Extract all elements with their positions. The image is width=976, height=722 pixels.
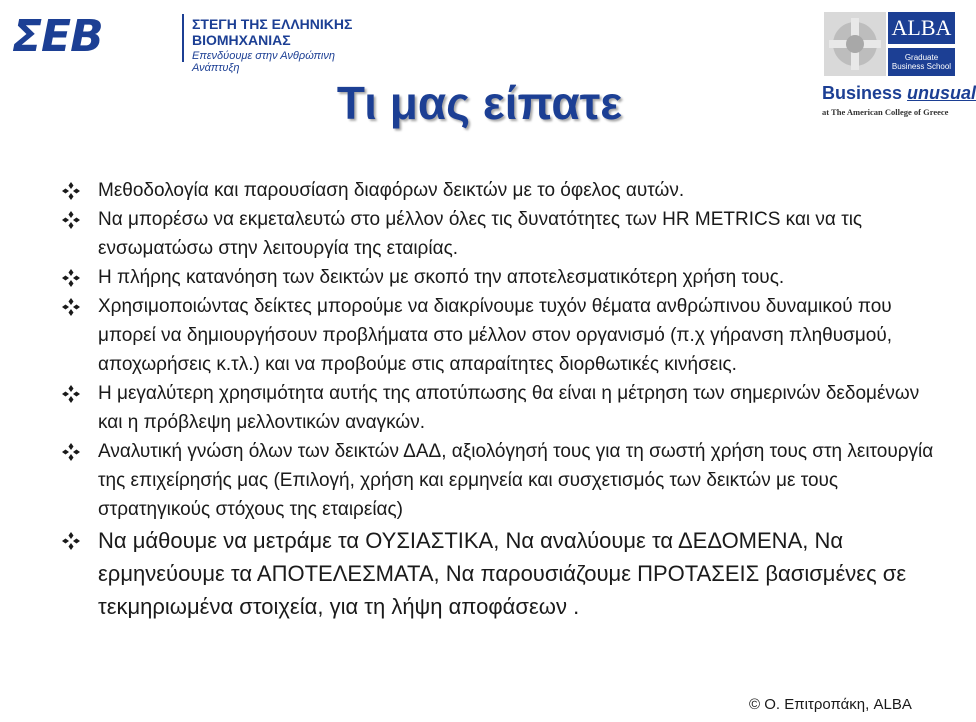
diamond-bullet-icon — [62, 211, 80, 229]
bullet-text: Η πλήρης κατανόηση των δεικτών με σκοπό την αποτελεσματικότερη χρήση τους. — [98, 267, 785, 288]
bullet-item — [62, 205, 942, 263]
bullet-item — [62, 379, 942, 437]
bullet-text: Χρησιμοποιώντας δείκτες μπορούμε να διακρίνουμε τυχόν θέματα ανθρώπινου δυναμικού που μπορεί να δημιουργήσουν προβλήματα στο μέλλον στον οργανισμό (π.χ γήρανση πληθυσμού, αποχωρήσεις κ.τλ.) και να προβούμε στις απαραίτητες διορθωτικές κινήσεις. — [98, 296, 893, 375]
bullet-item — [62, 263, 942, 292]
footer-copyright: © Ο. Επιτροπάκη, ALBA — [749, 696, 912, 713]
bullet-item — [62, 437, 942, 524]
bullet-text: Μεθοδολογία και παρουσίαση διαφόρων δεικτών με το όφελος αυτών. — [98, 180, 685, 201]
sev-logo-mark: ΣΕΒ — [12, 11, 103, 62]
sev-logo-line2: ΒΙΟΜΗΧΑΝΙΑΣ — [192, 32, 291, 48]
diamond-bullet-icon — [62, 532, 80, 550]
diamond-bullet-icon — [62, 385, 80, 403]
alba-crest-icon — [824, 12, 886, 76]
bullet-text: Να μάθουμε να μετράμε τα ΟΥΣΙΑΣΤΙΚΑ, Να αναλύουμε τα ΔΕΔΟΜΕΝΑ, Να ερμηνεύουμε τα ΑΠΟΤΕΛΕΣΜΑΤΑ, Να παρουσιάζουμε ΠΡΟΤΑΣΕΙΣ βασισμένες σε τεκμηριωμένα στοιχεία, για τη λήψη αποφάσεων . — [98, 528, 907, 619]
alba-name: ALBA — [888, 12, 955, 44]
bullet-text: Η μεγαλύτερη χρησιμότητα αυτής της αποτύπωσης θα είναι η μέτρηση των σημερινών δεδομένων και η πρόβλεψη μελλοντικών αναγκών. — [98, 383, 920, 433]
diamond-bullet-icon — [62, 443, 80, 461]
sev-logo-divider — [182, 14, 184, 62]
bullet-item — [62, 176, 942, 205]
sev-logo — [6, 8, 356, 74]
alba-slogan-emph: unusual — [907, 83, 976, 103]
bullet-list — [62, 176, 942, 623]
bullet-item — [62, 292, 942, 379]
bullet-text: Αναλυτική γνώση όλων των δεικτών ΔΑΔ, αξιολόγησή τους για τη σωστή χρήση τους στη λειτουργία της επιχείρησής μας (Επιλογή, χρήση και ερμηνεία και συσχετισμός των δεικτών με τους στρατηγικούς στόχους της εταιρείας) — [98, 441, 934, 520]
alba-school-line2: Business School — [891, 62, 952, 71]
alba-slogan-prefix: Business — [822, 83, 908, 103]
alba-school-line1: Graduate — [904, 53, 939, 62]
bullet-text: Να μπορέσω να εκμεταλευτώ στο μέλλον όλες τις δυνατότητες των HR METRICS και να τις ενσωματώσω στην λειτουργία της εταιρίας. — [98, 209, 863, 259]
alba-college: at The American College of Greece — [822, 107, 949, 117]
diamond-bullet-icon — [62, 298, 80, 316]
diamond-bullet-icon — [62, 182, 80, 200]
sev-logo-line1: ΣΤΕΓΗ ΤΗΣ ΕΛΛΗΝΙΚΗΣ — [192, 16, 353, 32]
bullet-item — [62, 524, 942, 623]
slide-title: Τι μας είπατε — [336, 77, 623, 129]
diamond-bullet-icon — [62, 269, 80, 287]
sev-logo-tagline: Επενδύουμε στην Ανθρώπινη Ανάπτυξη — [192, 50, 335, 74]
